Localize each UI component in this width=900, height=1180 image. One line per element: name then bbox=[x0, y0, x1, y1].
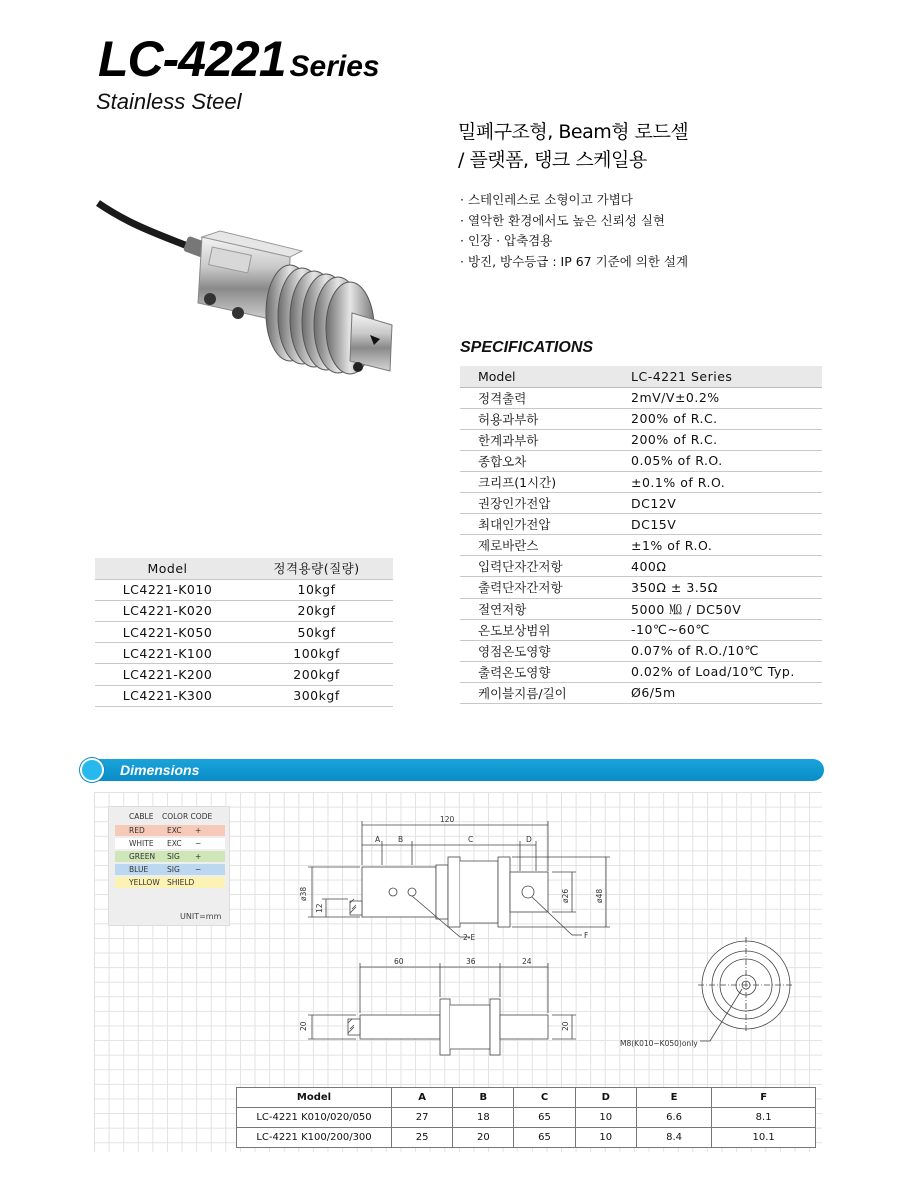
table-header-row bbox=[95, 558, 393, 579]
spec-label: 한계과부하 bbox=[460, 429, 601, 450]
spec-value: 0.05% of R.O. bbox=[601, 450, 822, 471]
cable-row-yellow bbox=[115, 877, 225, 888]
cable-func: SIG bbox=[167, 865, 180, 874]
cable-sign: − bbox=[195, 839, 202, 848]
table-row bbox=[237, 1108, 816, 1128]
spec-value: 5000 ㏁ / DC50V bbox=[601, 598, 822, 619]
dim-cell: 65 bbox=[514, 1108, 575, 1128]
spec-value: ±0.1% of R.O. bbox=[601, 471, 822, 492]
model-capacity: 100kgf bbox=[240, 643, 393, 664]
dim-20-right: 20 bbox=[561, 1021, 570, 1031]
model-code: LC4221-K300 bbox=[95, 685, 240, 706]
dim-cell: 18 bbox=[453, 1108, 514, 1128]
page-title bbox=[98, 30, 380, 88]
dim-cell: 20 bbox=[453, 1128, 514, 1148]
cable-row-red bbox=[115, 825, 225, 836]
table-row bbox=[237, 1128, 816, 1148]
dim-dia48: ø48 bbox=[595, 888, 604, 903]
spec-value: -10℃~60℃ bbox=[601, 619, 822, 640]
dim-cell: 8.1 bbox=[712, 1108, 816, 1128]
spec-label: 제로바란스 bbox=[460, 535, 601, 556]
cable-row-blue bbox=[115, 864, 225, 875]
bullet-circle-icon bbox=[80, 758, 104, 782]
cable-func: EXC bbox=[167, 826, 182, 835]
spec-value: 200% of R.C. bbox=[601, 408, 822, 429]
cable-header-row bbox=[115, 811, 225, 822]
feature-item: · 방진, 방수등급 : IP 67 기준에 의한 설계 bbox=[460, 252, 688, 273]
models-header-model: Model bbox=[95, 558, 240, 579]
dim-overall: 120 bbox=[440, 815, 455, 824]
dim-header: A bbox=[392, 1088, 453, 1108]
spec-label: 영점온도영향 bbox=[460, 640, 601, 661]
table-row bbox=[460, 577, 822, 598]
dim-cell: 10 bbox=[575, 1108, 636, 1128]
model-capacity-table bbox=[95, 558, 393, 707]
spec-value: DC12V bbox=[601, 493, 822, 514]
table-header-row bbox=[237, 1088, 816, 1108]
color-code-header: COLOR CODE bbox=[162, 812, 213, 821]
spec-label: 입력단자간저항 bbox=[460, 556, 601, 577]
dim-dia26: ø26 bbox=[561, 888, 570, 903]
dim-20-left: 20 bbox=[299, 1021, 308, 1031]
dim-a: A bbox=[375, 835, 381, 844]
table-header-row bbox=[460, 366, 822, 387]
dim-header: C bbox=[514, 1088, 575, 1108]
cable-func: EXC bbox=[167, 839, 182, 848]
headline-line-1: 밀폐구조형, Beam형 로드셀 bbox=[458, 121, 689, 143]
spec-label: 최대인가전압 bbox=[460, 514, 601, 535]
unit-label: UNIT=mm bbox=[180, 912, 222, 921]
spec-value: 200% of R.C. bbox=[601, 429, 822, 450]
dimension-drawing bbox=[290, 805, 820, 1065]
cable-color: WHITE bbox=[129, 839, 154, 848]
dim-cell: 10.1 bbox=[712, 1128, 816, 1148]
title-model: LC-4221 bbox=[98, 31, 286, 87]
table-row bbox=[460, 661, 822, 682]
dim-12: 12 bbox=[315, 903, 324, 913]
model-capacity: 50kgf bbox=[240, 622, 393, 643]
dim-header: Model bbox=[237, 1088, 392, 1108]
spec-value: Ø6/5m bbox=[601, 682, 822, 703]
dim-cell: 10 bbox=[575, 1128, 636, 1148]
dim-60: 60 bbox=[394, 957, 404, 966]
spec-value: 0.02% of Load/10℃ Typ. bbox=[601, 661, 822, 682]
table-row bbox=[95, 643, 393, 664]
table-row bbox=[95, 579, 393, 600]
dim-cell: 25 bbox=[392, 1128, 453, 1148]
feature-item: · 열악한 환경에서도 높은 신뢰성 실현 bbox=[460, 211, 688, 232]
model-capacity: 200kgf bbox=[240, 664, 393, 685]
table-row bbox=[460, 387, 822, 408]
dim-cell: LC-4221 K010/020/050 bbox=[237, 1108, 392, 1128]
spec-label: 출력단자간저항 bbox=[460, 577, 601, 598]
dim-dia38: ø38 bbox=[299, 886, 308, 901]
cable-color: GREEN bbox=[129, 852, 156, 861]
spec-label: 정격출력 bbox=[460, 387, 601, 408]
spec-value: 350Ω ± 3.5Ω bbox=[601, 577, 822, 598]
table-row bbox=[460, 429, 822, 450]
cable-sign: − bbox=[195, 865, 202, 874]
dim-24: 24 bbox=[522, 957, 532, 966]
table-row bbox=[460, 450, 822, 471]
table-row bbox=[460, 408, 822, 429]
model-code: LC4221-K200 bbox=[95, 664, 240, 685]
cable-color: YELLOW bbox=[129, 878, 160, 887]
table-row bbox=[460, 471, 822, 492]
specifications-table bbox=[460, 366, 822, 704]
cable-row-white bbox=[115, 838, 225, 849]
table-row bbox=[460, 514, 822, 535]
specifications-title: SPECIFICATIONS bbox=[460, 339, 594, 356]
spec-header-model: Model bbox=[460, 366, 601, 387]
thread-note: M8(K010~K050)only bbox=[620, 1039, 698, 1048]
dim-header: E bbox=[636, 1088, 711, 1108]
title-series: Series bbox=[289, 50, 380, 83]
dim-cell: 6.6 bbox=[636, 1108, 711, 1128]
spec-label: 온도보상범위 bbox=[460, 619, 601, 640]
model-code: LC4221-K010 bbox=[95, 579, 240, 600]
subtitle: Stainless Steel bbox=[96, 89, 242, 114]
product-image bbox=[90, 195, 410, 405]
table-row bbox=[460, 619, 822, 640]
table-row bbox=[95, 664, 393, 685]
spec-value: 400Ω bbox=[601, 556, 822, 577]
table-row bbox=[95, 622, 393, 643]
model-code: LC4221-K020 bbox=[95, 600, 240, 621]
dimension-table bbox=[236, 1087, 816, 1148]
table-row bbox=[460, 640, 822, 661]
table-row bbox=[460, 598, 822, 619]
feature-item: · 스테인레스로 소형이고 가볍다 bbox=[460, 190, 688, 211]
hole-f-label: F bbox=[584, 931, 589, 940]
hole-2e-label: 2-E bbox=[463, 933, 476, 942]
spec-label: 허용과부하 bbox=[460, 408, 601, 429]
dim-header: B bbox=[453, 1088, 514, 1108]
cable-sign: + bbox=[195, 852, 202, 861]
table-row bbox=[95, 685, 393, 706]
cable-row-green bbox=[115, 851, 225, 862]
model-code: LC4221-K100 bbox=[95, 643, 240, 664]
dim-header: F bbox=[712, 1088, 816, 1108]
table-row bbox=[460, 682, 822, 703]
spec-header-series: LC-4221 Series bbox=[601, 366, 822, 387]
table-row bbox=[95, 600, 393, 621]
spec-value: 0.07% of R.O./10℃ bbox=[601, 640, 822, 661]
dim-cell: 8.4 bbox=[636, 1128, 711, 1148]
dim-cell: 27 bbox=[392, 1108, 453, 1128]
spec-value: 2mV/V±0.2% bbox=[601, 387, 822, 408]
headline bbox=[458, 118, 688, 174]
spec-value: DC15V bbox=[601, 514, 822, 535]
dim-c: C bbox=[468, 835, 474, 844]
feature-item: · 인장 · 압축겸용 bbox=[460, 231, 688, 252]
dim-header: D bbox=[575, 1088, 636, 1108]
dim-d: D bbox=[526, 835, 532, 844]
model-capacity: 300kgf bbox=[240, 685, 393, 706]
spec-value: ±1% of R.O. bbox=[601, 535, 822, 556]
dim-36: 36 bbox=[466, 957, 476, 966]
spec-label: 출력온도영향 bbox=[460, 661, 601, 682]
dim-cell: LC-4221 K100/200/300 bbox=[237, 1128, 392, 1148]
cable-sign: + bbox=[195, 826, 202, 835]
cable-func: SHIELD bbox=[167, 878, 195, 887]
spec-label: 크리프(1시간) bbox=[460, 471, 601, 492]
spec-label: 종합오차 bbox=[460, 450, 601, 471]
headline-line-2: / 플랫폼, 탱크 스케일용 bbox=[458, 149, 647, 171]
table-row bbox=[460, 493, 822, 514]
dim-cell: 65 bbox=[514, 1128, 575, 1148]
model-capacity: 10kgf bbox=[240, 579, 393, 600]
dimensions-title: Dimensions bbox=[120, 762, 200, 778]
model-capacity: 20kgf bbox=[240, 600, 393, 621]
cable-func: SIG bbox=[167, 852, 180, 861]
spec-label: 절연저항 bbox=[460, 598, 601, 619]
cable-color-code bbox=[108, 806, 230, 926]
spec-label: 케이블지름/길이 bbox=[460, 682, 601, 703]
spec-label: 권장인가전압 bbox=[460, 493, 601, 514]
model-code: LC4221-K050 bbox=[95, 622, 240, 643]
models-header-capacity: 정격용량(질량) bbox=[240, 558, 393, 579]
table-row bbox=[460, 556, 822, 577]
dim-b: B bbox=[398, 835, 404, 844]
feature-list bbox=[460, 190, 688, 272]
cable-header: CABLE bbox=[129, 812, 154, 821]
cable-color: BLUE bbox=[129, 865, 149, 874]
cable-color: RED bbox=[129, 826, 145, 835]
table-row bbox=[460, 535, 822, 556]
